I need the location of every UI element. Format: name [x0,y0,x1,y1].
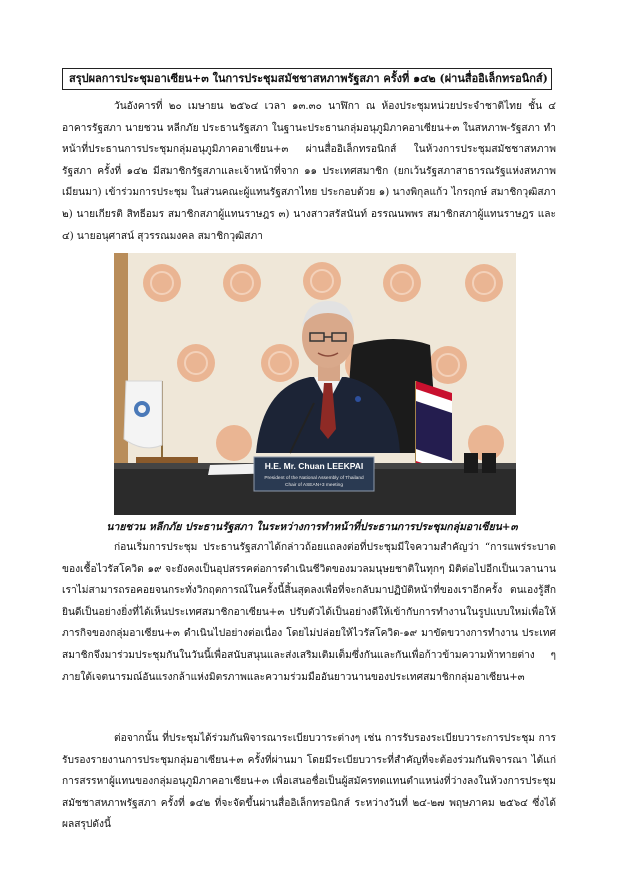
document-title: สรุปผลการประชุมอาเซียน+๓ ในการประชุมสมัชชาสหภาพรัฐสภา ครั้งที่ ๑๔๒ (ผ่านสื่ออิเล็กทรอนิกส์) [62,68,552,90]
nameplate-name: H.E. Mr. Chuan LEEKPAI [264,461,364,471]
nameplate-line-1: President of the National Assembly of Thailand [264,476,364,481]
paragraph-opening-remarks [62,537,556,688]
paragraph-intro-text: วันอังคารที่ ๒๐ เมษายน ๒๕๖๔ เวลา ๑๓.๓๐ นาฬิกา ณ ห้องประชุมหน่วยประจำชาติไทย ชั้น ๔ อาคารรัฐสภา นายชวน หลีกภัย ประธานรัฐสภา ในฐานะประธานกลุ่มอนุภูมิภาคอาเซียน+๓ ในสหภาพ-รัฐสภา ทำหน้าที่ประธานการประชุมกลุ่มอนุภูมิภาคอาเซียน+๓ ผ่านสื่ออิเล็กทรอนิกส์ ในห้วงการประชุมสมัชชาสหภาพรัฐสภา ครั้งที่ ๑๔๒ มีสมาชิกรัฐสภาและเจ้าหน้าที่จาก ๑๑ ประเทศสมาชิก (ยกเว้นรัฐสภาสาธารณรัฐแห่งสหภาพเมียนมา) เข้าร่วมการประชุม ในส่วนคณะผู้แทนรัฐสภาไทย ประกอบด้วย ๑) นางพิกุลแก้ว ไกรฤกษ์ สมาชิกวุฒิสภา ๒) นายเกียรติ สิทธีอมร สมาชิกสภาผู้แทนราษฎร ๓) นางสาวสรัสนันท์ อรรณนพพร สมาชิกสภาผู้แทนราษฎร และ ๔) นายอนุศาสน์ สุวรรณมงคล สมาชิกวุฒิสภา [62,101,556,242]
nameplate-line-2: Chair of ASEAN+3 meeting [285,483,343,488]
paragraph-agenda-text: ต่อจากนั้น ที่ประชุมได้ร่วมกันพิจารณาระเบียบวาระต่างๆ เช่น การรับรองระเบียบวาระการประชุม การรับรองรายงานการประชุมกลุ่มอาเซียน+๓ ครั้งที่ผ่านมา โดยมีระเบียบวาระที่สำคัญที่จะต้องร่วมกันพิจารณา ได้แก่ การสรรหาผู้แทนของกลุ่มอนุภูมิภาคอาเซียน+๓ เพื่อเสนอชื่อเป็นผู้สมัครทดแทนตำแหน่งที่ว่างลงในห้วงการประชุมสมัชชาสหภาพรัฐสภา ครั้งที่ ๑๔๒ ที่จะจัดขึ้นผ่านสื่ออิเล็กทรอนิกส์ ระหว่างวันที่ ๒๔-๒๗ พฤษภาคม ๒๕๖๔ ซึ่งได้ผลสรุปดังนี้ [62,733,556,831]
paragraph-opening-remarks-text: ก่อนเริ่มการประชุม ประธานรัฐสภาได้กล่าวถ้อยแถลงต่อที่ประชุมมีใจความสำคัญว่า “การแพร่ระบาดของเชื้อไวรัสโควิด ๑๙ จะยังคงเป็นอุปสรรคต่อการดำเนินชีวิตของมวลมนุษยชาติในทุกๆ มิติต่อไปอีกเป็นเวลานาน เราไม่สามารถรอคอยจนกระทั่งวิกฤตการณ์ในครั้งนี้สิ้นสุดลงเพื่อที่จะกลับมาปฏิบัติหน้าที่ของเราอีกครั้ง ตนเองรู้สึกยินดีเป็นอย่างยิ่งที่ได้เห็นประเทศสมาชิกอาเซียน+๓ ปรับตัวได้เป็นอย่างดีให้เข้ากับการทำงานในรูปแบบใหม่เพื่อให้ภารกิจของกลุ่มอาเซียน+๓ ดำเนินไปอย่างต่อเนื่อง โดยไม่ปล่อยให้ไวรัสโควิด-๑๙ มาขัดขวางการทำงาน ประเทศสมาชิกจึงมาร่วมประชุมกันในวันนี้เพื่อสนับสนุนและส่งเสริมเติมเต็มซึ่งกันและกันเพื่อก้าวข้ามความท้าทายต่าง ๆ ภายใต้เจตนารมณ์อันแรงกล้าแห่งมิตรภาพและความร่วมมืออันยาวนานของประเทศสมาชิกกลุ่มอาเซียน+๓ [62,542,556,683]
paragraph-agenda [62,728,556,836]
photo-caption: นายชวน หลีกภัย ประธานรัฐสภา ในระหว่างการทำหน้าที่ประธานการประชุมกลุ่มอาเซียน+๓ [106,521,518,533]
paragraph-intro [62,96,556,247]
meeting-photo [114,253,516,515]
